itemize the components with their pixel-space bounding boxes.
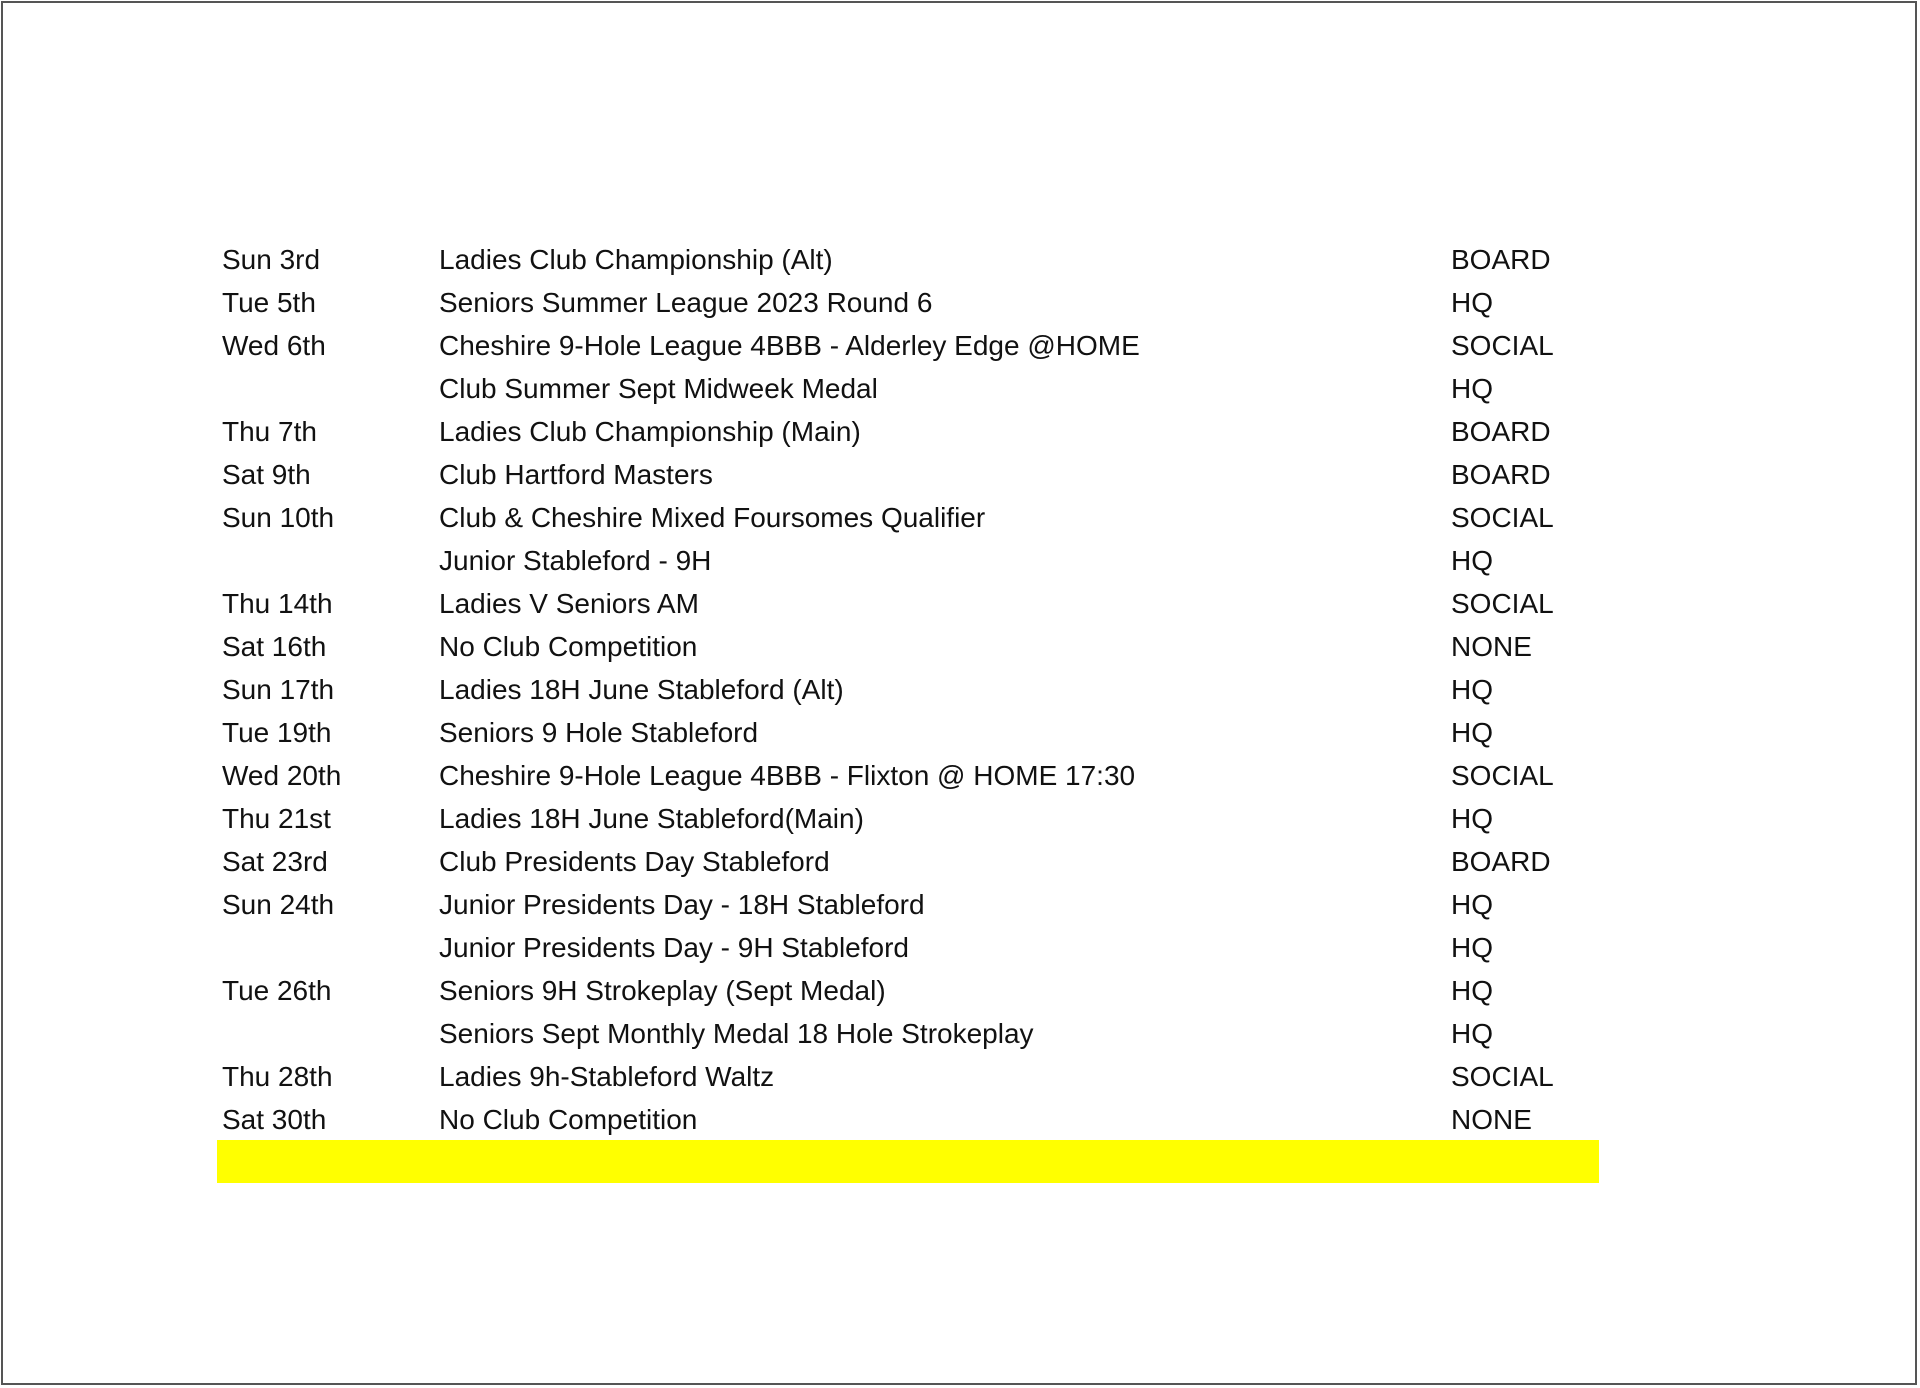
table-row: [217, 238, 1599, 281]
table-row: [217, 410, 1599, 453]
row-type: HQ: [1451, 717, 1493, 748]
row-date: Sun 24th: [222, 889, 335, 920]
table-row: [217, 754, 1599, 797]
row-event: Cheshire 9-Hole League 4BBB - Alderley Edge @HOME: [439, 330, 1140, 361]
table-row: [217, 367, 1599, 410]
table-row: [217, 883, 1599, 926]
table-row: [217, 969, 1599, 1012]
table-row: [217, 668, 1599, 711]
row-date: Thu 21st: [222, 803, 331, 834]
row-event: Club Summer Sept Midweek Medal: [439, 373, 878, 404]
table-row: [217, 797, 1599, 840]
table-row: [217, 1055, 1599, 1098]
row-type: HQ: [1451, 287, 1493, 318]
row-event: Junior Presidents Day - 9H Stableford: [439, 932, 909, 963]
row-event: Ladies Club Championship (Alt): [439, 244, 833, 275]
row-type: SOCIAL: [1451, 502, 1554, 533]
row-type: HQ: [1451, 545, 1493, 576]
table-row: [217, 1098, 1599, 1141]
row-date: Sat 9th: [222, 459, 311, 490]
row-date: Sat 16th: [222, 631, 327, 662]
row-event: Junior Stableford - 9H: [439, 545, 712, 576]
row-date: Sun 3rd: [222, 244, 321, 275]
row-event: Ladies Club Championship (Main): [439, 416, 861, 447]
table-row: [217, 281, 1599, 324]
row-event: Club Hartford Masters: [439, 459, 713, 490]
row-type: HQ: [1451, 1018, 1493, 1049]
row-event: Seniors 9H Strokeplay (Sept Medal): [439, 975, 886, 1006]
table-row: [217, 324, 1599, 367]
row-date: Tue 26th: [222, 975, 332, 1006]
row-event: Ladies V Seniors AM: [439, 588, 699, 619]
highlighted-empty-row: [217, 1140, 1599, 1183]
row-event: Junior Presidents Day - 18H Stableford: [439, 889, 925, 920]
row-event: Ladies 9h-Stableford Waltz: [439, 1061, 775, 1092]
row-type: BOARD: [1451, 244, 1551, 275]
table-row: [217, 1012, 1599, 1055]
table-row: [217, 840, 1599, 883]
row-date: Thu 28th: [222, 1061, 333, 1092]
row-type: SOCIAL: [1451, 1061, 1554, 1092]
row-event: Club & Cheshire Mixed Foursomes Qualifier: [439, 502, 986, 533]
row-date: Thu 14th: [222, 588, 333, 619]
row-event: No Club Competition: [439, 1104, 698, 1135]
row-type: HQ: [1451, 373, 1493, 404]
row-date: Thu 7th: [222, 416, 317, 447]
row-event: Ladies 18H June Stableford(Main): [439, 803, 864, 834]
row-date: Tue 19th: [222, 717, 332, 748]
row-type: HQ: [1451, 932, 1493, 963]
row-date: Wed 20th: [222, 760, 342, 791]
row-event: No Club Competition: [439, 631, 698, 662]
row-type: NONE: [1451, 1104, 1532, 1135]
row-event: Seniors Summer League 2023 Round 6: [439, 287, 933, 318]
table-row: [217, 496, 1599, 539]
row-event: Club Presidents Day Stableford: [439, 846, 830, 877]
row-type: SOCIAL: [1451, 330, 1554, 361]
table-row: [217, 625, 1599, 668]
row-type: HQ: [1451, 975, 1493, 1006]
row-event: Seniors 9 Hole Stableford: [439, 717, 759, 748]
row-date: Sat 23rd: [222, 846, 328, 877]
row-type: BOARD: [1451, 459, 1551, 490]
table-row: [217, 453, 1599, 496]
row-event: Seniors Sept Monthly Medal 18 Hole Strokeplay: [439, 1018, 1034, 1049]
table-row: [217, 582, 1599, 625]
row-type: HQ: [1451, 803, 1493, 834]
row-type: SOCIAL: [1451, 760, 1554, 791]
row-type: NONE: [1451, 631, 1532, 662]
row-type: SOCIAL: [1451, 588, 1554, 619]
row-event: Cheshire 9-Hole League 4BBB - Flixton @ HOME 17:30: [439, 760, 1136, 791]
row-type: HQ: [1451, 889, 1493, 920]
row-date: Sun 17th: [222, 674, 335, 705]
row-date: Sat 30th: [222, 1104, 327, 1135]
row-type: BOARD: [1451, 416, 1551, 447]
row-event: Ladies 18H June Stableford (Alt): [439, 674, 844, 705]
row-date: Sun 10th: [222, 502, 335, 533]
row-type: HQ: [1451, 674, 1493, 705]
table-row: [217, 711, 1599, 754]
competition-schedule: [217, 238, 1599, 1141]
row-type: BOARD: [1451, 846, 1551, 877]
table-row: [217, 539, 1599, 582]
table-row: [217, 926, 1599, 969]
row-date: Tue 5th: [222, 287, 316, 318]
row-date: Wed 6th: [222, 330, 326, 361]
